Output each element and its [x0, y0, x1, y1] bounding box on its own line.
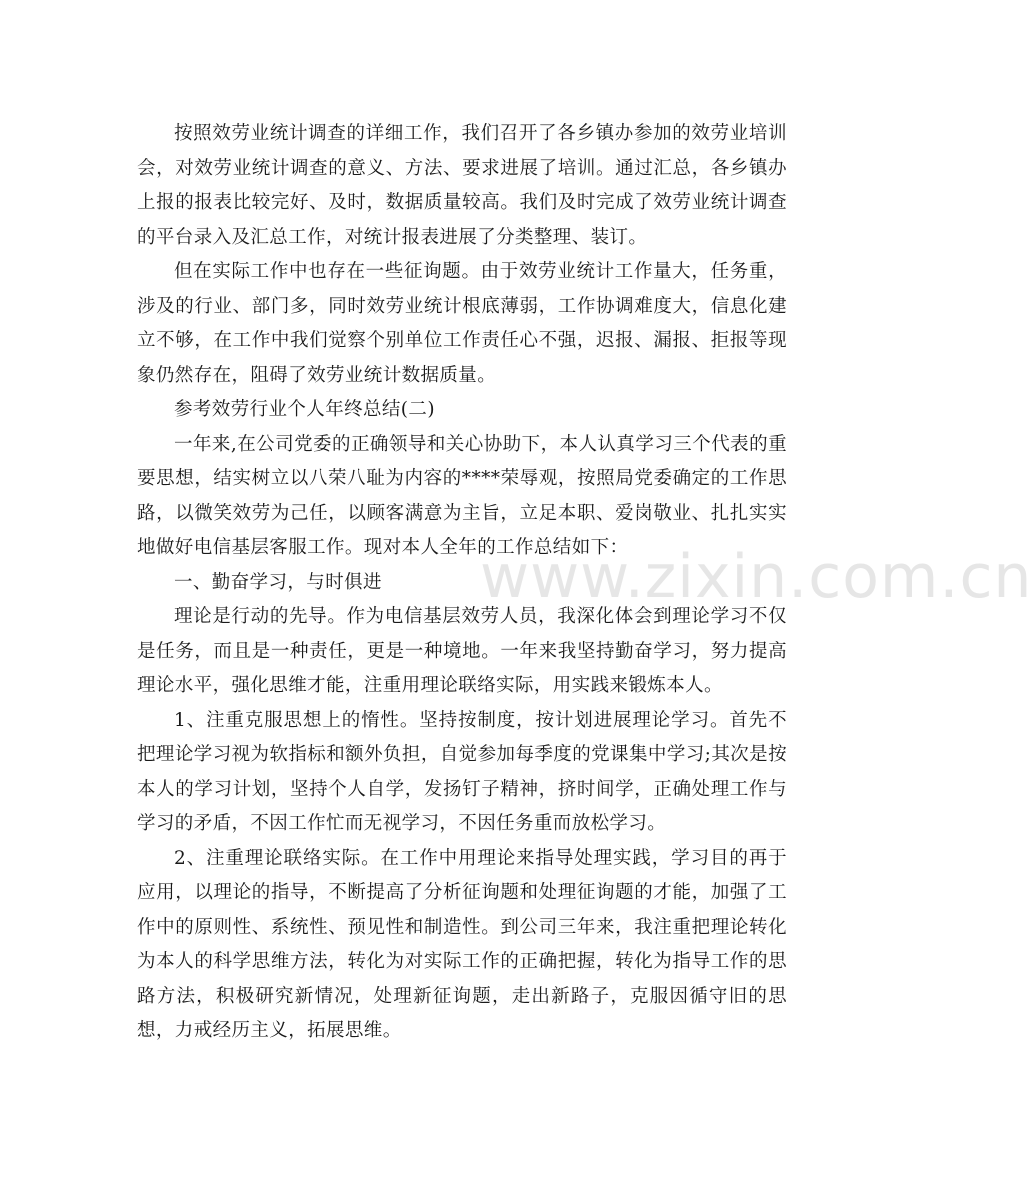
paragraph-theory-guide: 理论是行动的先导。作为电信基层效劳人员，我深化体会到理论学习不仅是任务，而且是一种责任，更是一种境地。一年来我坚持勤奋学习，努力提高理论水平，强化思维才能，注重用理论联络实际，用实践来锻炼本人。	[137, 606, 787, 696]
paragraph-point-1: 1、注重克服思想上的惰性。坚持按制度，按计划进展理论学习。首先不把理论学习视为软指标和额外负担，自觉参加每季度的党课集中学习;其次是按本人的学习计划，坚持个人自学，发扬钉子精神，挤时间学，正确处理工作与学习的矛盾，不因工作忙而无视学习，不因任务重而放松学习。	[137, 709, 787, 834]
watermark: www.zixin.com.cn	[480, 542, 1032, 612]
document-body	[137, 117, 787, 1049]
paragraph-survey-work: 按照效劳业统计调查的详细工作，我们召开了各乡镇办参加的效劳业培训会，对效劳业统计调查的意义、方法、要求进展了培训。通过汇总，各乡镇办上报的报表比较完好、及时，数据质量较高。我们及时完成了效劳业统计调查的平台录入及汇总工作，对统计报表进展了分类整理、装订。	[137, 123, 787, 248]
heading-study-diligently: 一、勤奋学习，与时俱进	[174, 571, 382, 593]
paragraph-intro: 一年来,在公司党委的正确领导和关心协助下，本人认真学习三个代表的重要思想，结实树立以八荣八耻为内容的****荣辱观，按照局党委确定的工作思路，以微笑效劳为己任，以顾客满意为主旨，立足本职、爱岗敬业、扎扎实实地做好电信基层客服工作。现对本人全年的工作总结如下：	[137, 433, 787, 558]
paragraph-problems: 但在实际工作中也存在一些征询题。由于效劳业统计工作量大，任务重，涉及的行业、部门多，同时效劳业统计根底薄弱，工作协调难度大，信息化建立不够，在工作中我们觉察个别单位工作责任心不强，迟报、漏报、拒报等现象仍然存在，阻碍了效劳业统计数据质量。	[137, 261, 787, 386]
paragraph-point-2: 2、注重理论联络实际。在工作中用理论来指导处理实践，学习目的再于应用，以理论的指导，不断提高了分析征询题和处理征询题的才能，加强了工作中的原则性、系统性、预见性和制造性。到公司三年来，我注重把理论转化为本人的科学思维方法，转化为对实际工作的正确把握，转化为指导工作的思路方法，积极研究新情况，处理新征询题，走出新路子，克服因循守旧的思想，力戒经历主义，拓展思维。	[137, 847, 787, 1041]
section-title-summary-two: 参考效劳行业个人年终总结(二)	[174, 399, 435, 420]
